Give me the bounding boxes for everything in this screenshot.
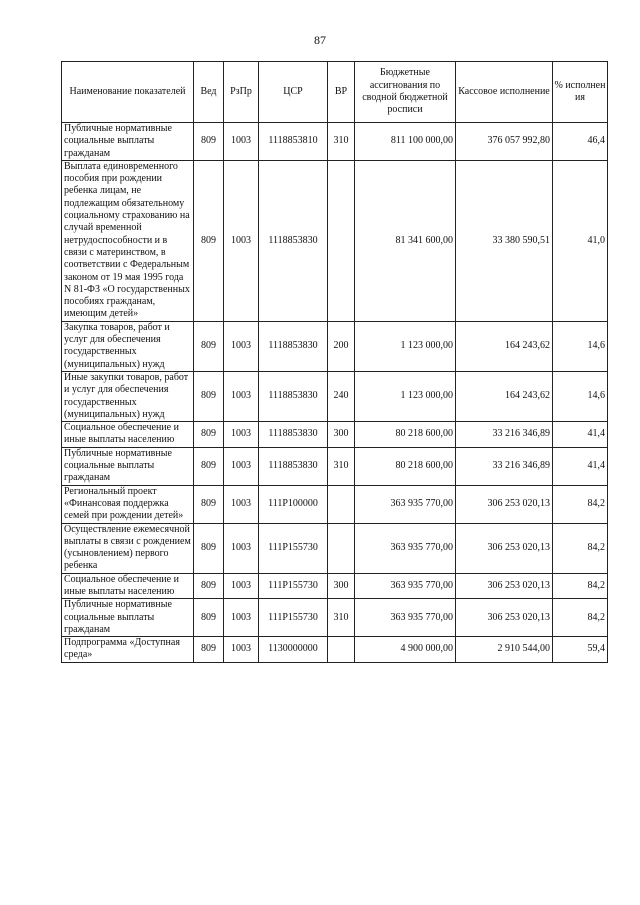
cell-cash-execution: 33 216 346,89 bbox=[456, 447, 553, 485]
cell-ved: 809 bbox=[194, 447, 224, 485]
table-row bbox=[62, 523, 608, 573]
cell-vr: 200 bbox=[328, 321, 355, 371]
cell-name: Закупка товаров, работ и услуг для обеспечения государственных (муниципальных) нужд bbox=[62, 321, 194, 371]
cell-assignments: 363 935 770,00 bbox=[355, 485, 456, 523]
cell-rzpr: 1003 bbox=[224, 637, 259, 663]
cell-csr: 1118853830 bbox=[259, 422, 328, 448]
table-row bbox=[62, 599, 608, 637]
cell-vr bbox=[328, 637, 355, 663]
cell-rzpr: 1003 bbox=[224, 573, 259, 599]
header-name: Наименование показателей bbox=[62, 62, 194, 123]
cell-assignments: 80 218 600,00 bbox=[355, 422, 456, 448]
header-vr: ВР bbox=[328, 62, 355, 123]
cell-vr bbox=[328, 485, 355, 523]
cell-name: Осуществление ежемесячной выплаты в связи с рождением (усыновлением) первого ребенка bbox=[62, 523, 194, 573]
cell-cash-execution: 164 243,62 bbox=[456, 321, 553, 371]
cell-assignments: 1 123 000,00 bbox=[355, 371, 456, 421]
cell-csr: 1118853830 bbox=[259, 160, 328, 321]
cell-vr: 240 bbox=[328, 371, 355, 421]
cell-percent: 41,4 bbox=[553, 422, 608, 448]
budget-execution-table bbox=[61, 61, 608, 663]
header-rzpr: РзПр bbox=[224, 62, 259, 123]
cell-percent: 84,2 bbox=[553, 599, 608, 637]
cell-vr: 300 bbox=[328, 573, 355, 599]
cell-ved: 809 bbox=[194, 599, 224, 637]
cell-csr: 111P155730 bbox=[259, 523, 328, 573]
cell-rzpr: 1003 bbox=[224, 599, 259, 637]
cell-assignments: 363 935 770,00 bbox=[355, 573, 456, 599]
cell-vr bbox=[328, 160, 355, 321]
table-row bbox=[62, 123, 608, 161]
table-row bbox=[62, 637, 608, 663]
table-row bbox=[62, 573, 608, 599]
table-row bbox=[62, 321, 608, 371]
cell-cash-execution: 306 253 020,13 bbox=[456, 599, 553, 637]
cell-csr: 1118853830 bbox=[259, 447, 328, 485]
cell-assignments: 80 218 600,00 bbox=[355, 447, 456, 485]
cell-rzpr: 1003 bbox=[224, 523, 259, 573]
cell-csr: 1130000000 bbox=[259, 637, 328, 663]
cell-csr: 1118853830 bbox=[259, 371, 328, 421]
cell-rzpr: 1003 bbox=[224, 371, 259, 421]
cell-name: Социальное обеспечение и иные выплаты населению bbox=[62, 422, 194, 448]
cell-assignments: 81 341 600,00 bbox=[355, 160, 456, 321]
header-csr: ЦСР bbox=[259, 62, 328, 123]
cell-ved: 809 bbox=[194, 422, 224, 448]
cell-vr: 300 bbox=[328, 422, 355, 448]
cell-cash-execution: 2 910 544,00 bbox=[456, 637, 553, 663]
cell-percent: 59,4 bbox=[553, 637, 608, 663]
cell-vr: 310 bbox=[328, 599, 355, 637]
cell-assignments: 4 900 000,00 bbox=[355, 637, 456, 663]
cell-percent: 41,4 bbox=[553, 447, 608, 485]
cell-percent: 46,4 bbox=[553, 123, 608, 161]
cell-name: Публичные нормативные социальные выплаты гражданам bbox=[62, 123, 194, 161]
cell-percent: 84,2 bbox=[553, 523, 608, 573]
table-row bbox=[62, 422, 608, 448]
header-percent: % исполнения bbox=[553, 62, 608, 123]
cell-percent: 84,2 bbox=[553, 485, 608, 523]
header-cash-execution: Кассовое исполнение bbox=[456, 62, 553, 123]
cell-vr: 310 bbox=[328, 123, 355, 161]
cell-percent: 84,2 bbox=[553, 573, 608, 599]
cell-cash-execution: 306 253 020,13 bbox=[456, 573, 553, 599]
header-assignments: Бюджетные ассигнования по сводной бюджетной росписи bbox=[355, 62, 456, 123]
cell-ved: 809 bbox=[194, 321, 224, 371]
cell-rzpr: 1003 bbox=[224, 422, 259, 448]
cell-rzpr: 1003 bbox=[224, 160, 259, 321]
cell-rzpr: 1003 bbox=[224, 123, 259, 161]
cell-percent: 14,6 bbox=[553, 321, 608, 371]
cell-assignments: 1 123 000,00 bbox=[355, 321, 456, 371]
cell-name: Региональный проект «Финансовая поддержка семей при рождении детей» bbox=[62, 485, 194, 523]
table-row bbox=[62, 485, 608, 523]
cell-ved: 809 bbox=[194, 523, 224, 573]
cell-ved: 809 bbox=[194, 160, 224, 321]
cell-name: Социальное обеспечение и иные выплаты населению bbox=[62, 573, 194, 599]
cell-cash-execution: 376 057 992,80 bbox=[456, 123, 553, 161]
table-row bbox=[62, 371, 608, 421]
cell-csr: 1118853810 bbox=[259, 123, 328, 161]
cell-rzpr: 1003 bbox=[224, 447, 259, 485]
cell-cash-execution: 164 243,62 bbox=[456, 371, 553, 421]
cell-name: Публичные нормативные социальные выплаты гражданам bbox=[62, 599, 194, 637]
cell-cash-execution: 33 380 590,51 bbox=[456, 160, 553, 321]
table-row bbox=[62, 447, 608, 485]
cell-cash-execution: 33 216 346,89 bbox=[456, 422, 553, 448]
cell-csr: 111P100000 bbox=[259, 485, 328, 523]
cell-ved: 809 bbox=[194, 637, 224, 663]
cell-ved: 809 bbox=[194, 485, 224, 523]
cell-csr: 1118853830 bbox=[259, 321, 328, 371]
cell-name: Подпрограмма «Доступная среда» bbox=[62, 637, 194, 663]
cell-assignments: 363 935 770,00 bbox=[355, 599, 456, 637]
cell-cash-execution: 306 253 020,13 bbox=[456, 523, 553, 573]
cell-vr bbox=[328, 523, 355, 573]
cell-ved: 809 bbox=[194, 573, 224, 599]
cell-ved: 809 bbox=[194, 123, 224, 161]
cell-rzpr: 1003 bbox=[224, 321, 259, 371]
page-number: 87 bbox=[314, 33, 326, 47]
cell-assignments: 811 100 000,00 bbox=[355, 123, 456, 161]
cell-percent: 41,0 bbox=[553, 160, 608, 321]
cell-ved: 809 bbox=[194, 371, 224, 421]
cell-percent: 14,6 bbox=[553, 371, 608, 421]
cell-csr: 111P155730 bbox=[259, 599, 328, 637]
header-ved: Вед bbox=[194, 62, 224, 123]
cell-rzpr: 1003 bbox=[224, 485, 259, 523]
cell-vr: 310 bbox=[328, 447, 355, 485]
cell-cash-execution: 306 253 020,13 bbox=[456, 485, 553, 523]
cell-name: Публичные нормативные социальные выплаты гражданам bbox=[62, 447, 194, 485]
cell-csr: 111P155730 bbox=[259, 573, 328, 599]
cell-assignments: 363 935 770,00 bbox=[355, 523, 456, 573]
header-row bbox=[62, 62, 608, 123]
cell-name: Выплата единовременного пособия при рождении ребенка лицам, не подлежащим обязательному социальному страхованию на случай временной нетрудоспособности и в связи с материнством, в соответствии с Федеральным законом от 19 мая 1995 года N 81-ФЗ «О государственных пособиях гражданам, имеющим детей» bbox=[62, 160, 194, 321]
cell-name: Иные закупки товаров, работ и услуг для обеспечения государственных (муниципальных) нужд bbox=[62, 371, 194, 421]
table-row bbox=[62, 160, 608, 321]
